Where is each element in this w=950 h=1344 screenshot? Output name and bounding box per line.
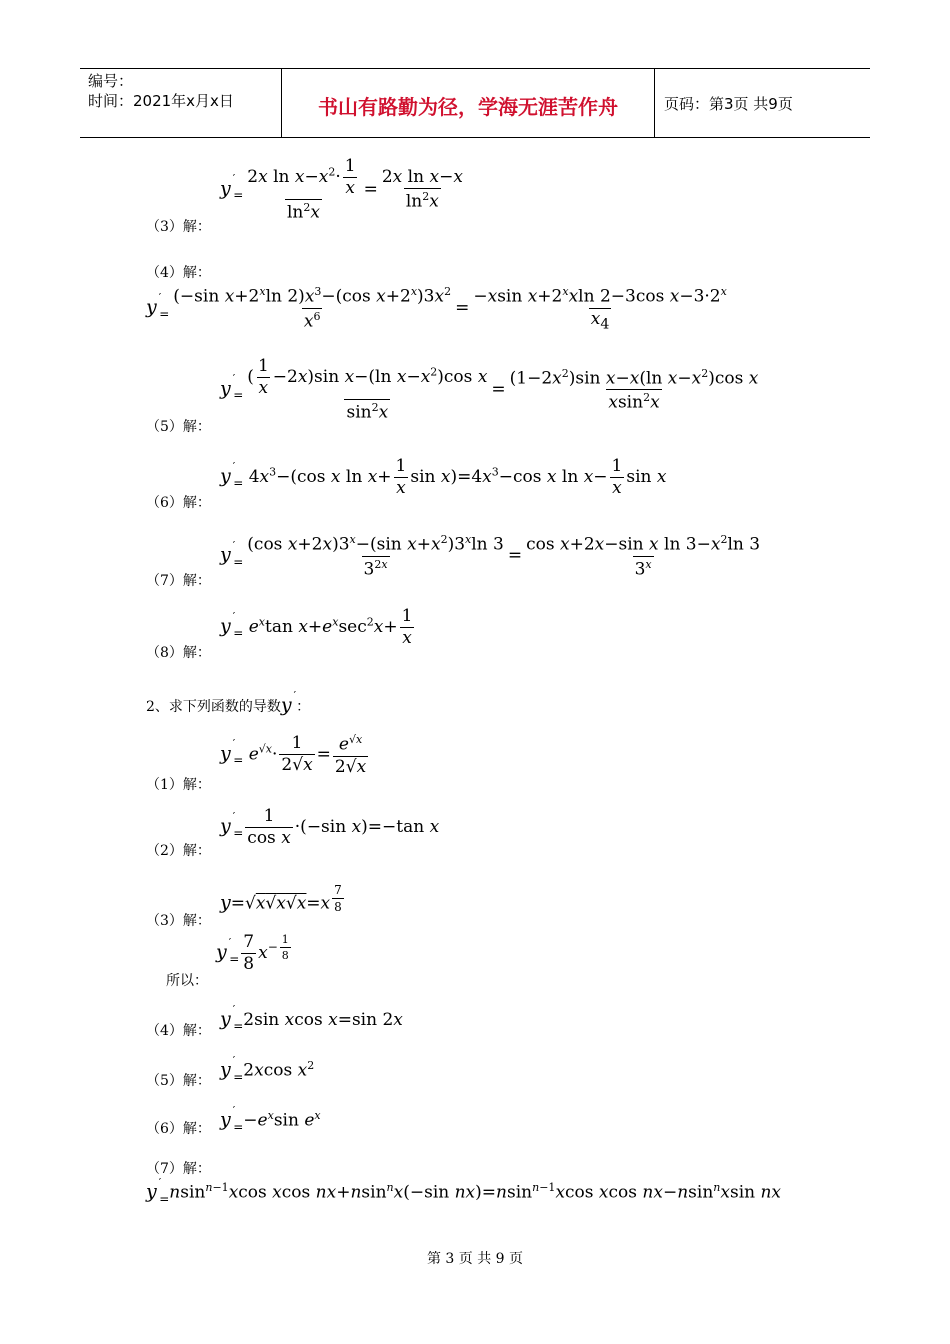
- problem-label: （8）解：: [146, 645, 211, 661]
- problem-label: （1）解：: [146, 777, 211, 793]
- problem-label: 所以：: [166, 973, 208, 989]
- page-footer: 第 3 页 共 9 页: [426, 1251, 524, 1267]
- problem-label: （7）解：: [146, 1161, 211, 1177]
- header-motto: 书山有路勤为径，学海无涯苦作舟: [318, 95, 618, 119]
- equation-8: y ′$_=$ $e^x\tan$ $x+e^x\sec^2x+$ $\frac{1}{x}$: [220, 606, 413, 648]
- section-suffix: ：: [296, 699, 311, 715]
- equation-2-1: y ′$_=$ $e^{√x}\cdot$ $\frac{1}{2√x}$ = $\frac{e^{√x}}{2√x}$: [220, 733, 367, 777]
- equation-2-5: y ′$_=$2xcos $x^2$: [220, 1053, 315, 1084]
- header-meta: [88, 71, 234, 111]
- section-heading: 2、求下列函数的导数y ′：: [146, 689, 311, 716]
- problem-label: （4）解：: [146, 1023, 211, 1039]
- problem-label: （7）解：: [146, 573, 211, 589]
- number-label: 编号：: [88, 72, 134, 90]
- equation-3: y ′$_=$ 2x $\ln x-x^2\cdot$ $\frac{1}{x}$ $\ln^2x$ = $\frac{\text{2x ln x−x}}{\ln^2x}$: [220, 156, 463, 223]
- header-page: 页码：第3页 共9页: [664, 95, 793, 113]
- equation-4: y ′$_=$ $\frac{(-\sin x+2^x\ln 2)x^3-(\cos x+2^x)3x^2}{x^6}$ = $\frac{-xsin x+2^xxln 2-3\cos x-3\cdot 2^x}{x_4}$: [146, 285, 727, 333]
- equation-2-3b: y ′$_=$ $\frac{7}{8}$ $x^{- \frac{1}{8}}$: [216, 932, 289, 974]
- problem-label: （2）解：: [146, 843, 211, 859]
- problem-label: （3）解：: [146, 913, 211, 929]
- problem-label: （5）解：: [146, 1073, 211, 1089]
- problem-label: （3）解：: [146, 219, 211, 235]
- equation-2-6: y $'_=-e^x\sin$ $e^x$: [220, 1103, 321, 1134]
- problem-label: （5）解：: [146, 419, 211, 435]
- equation-2-2: y ′$_=$ $\frac{1}{\text{cos x}}$ ·(−sin x)=−tan x: [220, 806, 440, 848]
- time-label: 时间：2021年x月x日: [88, 92, 234, 110]
- problem-label: （6）解：: [146, 495, 211, 511]
- equation-5: y ′$_=$ ( $\frac{1}{x}$ −2x)sin x−(ln $x-x^2)\cos$ x $\sin^2x$ = $\frac{(1-2x^2)\sin x-x(\ln x-x^2)\cos x}{xsin^2x}$: [220, 356, 759, 423]
- equation-6: y ′$_=$ $4x^3-(\cos$ x ln x+ $\frac{1}{x}$ $\sin x)=4x^3-\cos$ x ln x− $\frac{1}{x}$ sin x: [220, 456, 667, 498]
- equation-2-4: y ′$_=$2sin xcos x=sin 2x: [220, 1003, 403, 1033]
- equation-2-3: y=√x√x√x=x $^{\frac{7}{8}}$: [220, 883, 342, 914]
- page-header: [80, 68, 870, 138]
- header-divider: [654, 69, 655, 137]
- equation-2-7: y ′$_=$nsin$^{n-1}$xcos xcos nx+nsin$^n$x(−sin nx)=nsin$^{n-1}$xcos xcos nx−nsin$^n$xsin nx: [146, 1175, 782, 1206]
- problem-label: （4）解：: [146, 265, 211, 281]
- problem-label: （6）解：: [146, 1121, 211, 1137]
- section-title: 2、求下列函数的导数: [146, 699, 281, 715]
- equation-7: y ′$_=$ $\frac{(\cos x+2x)3^x-(\sin x+x^2)3^x\ln 3}{3^{2x}}$ = $\frac{\cos x+2x-\sin x \ln 3-x^2\ln 3}{3^x}$: [220, 533, 761, 580]
